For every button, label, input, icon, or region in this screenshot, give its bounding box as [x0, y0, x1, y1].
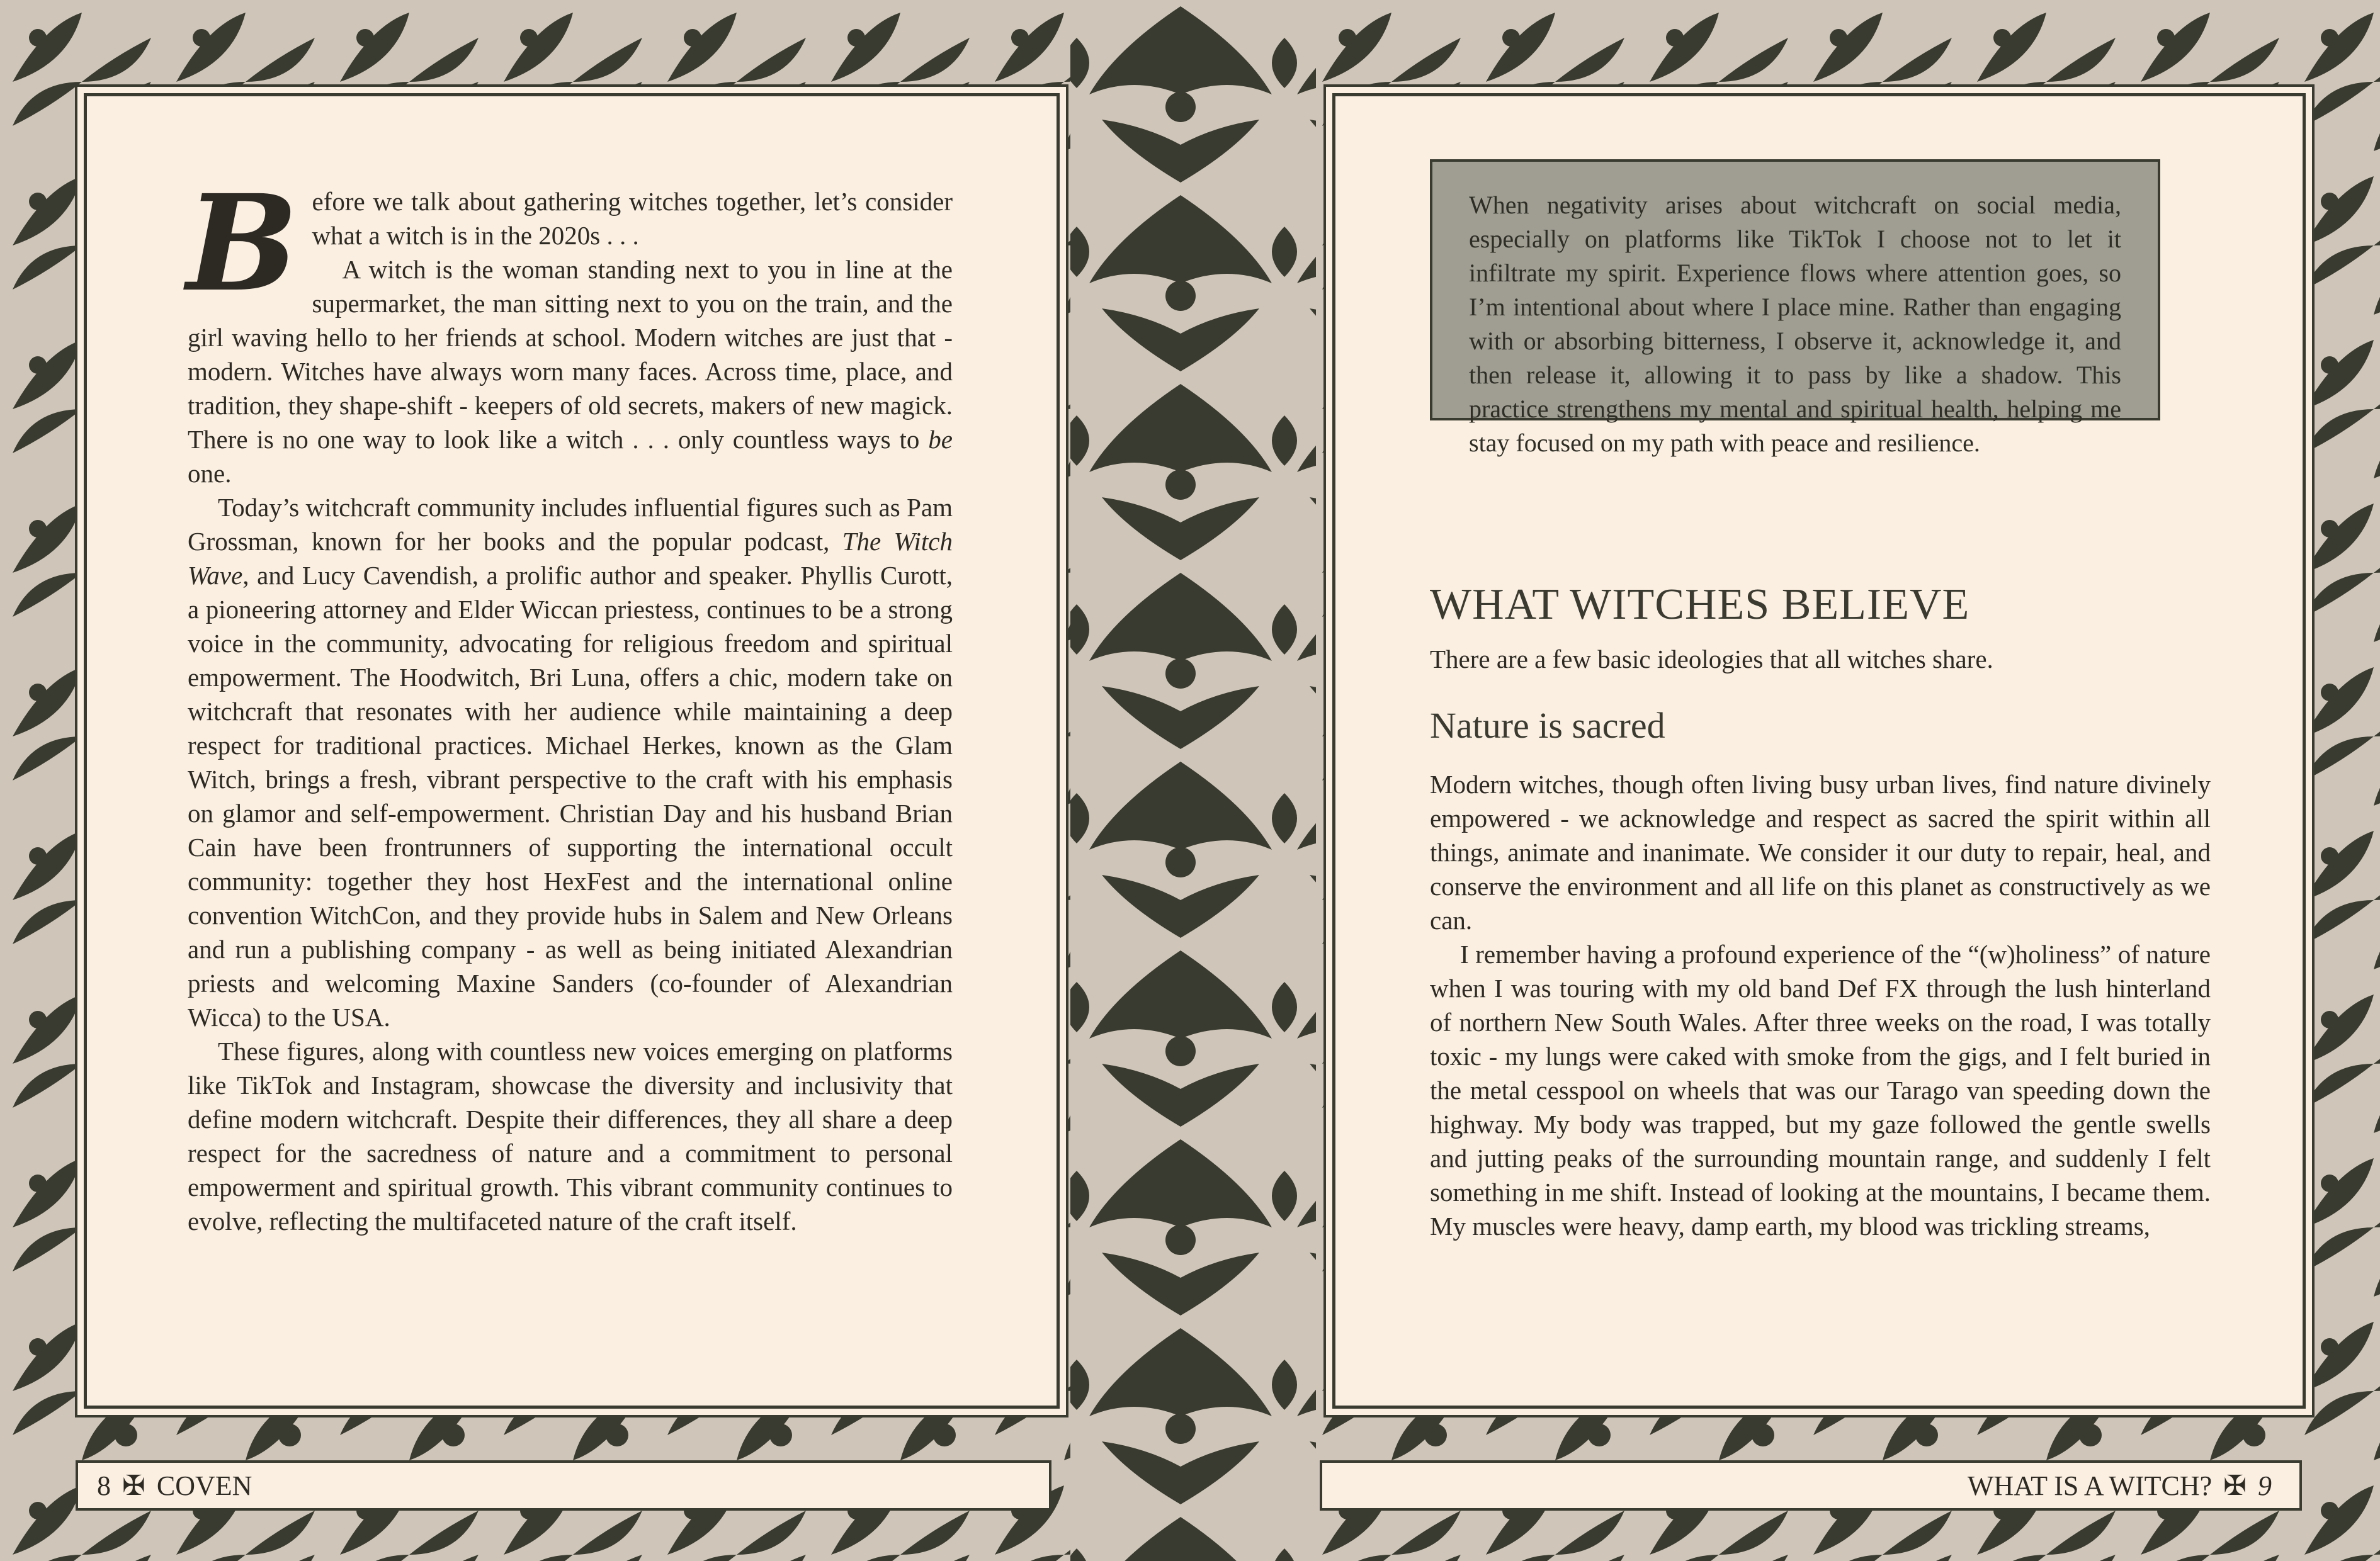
right-page	[1332, 93, 2306, 1409]
left-page	[84, 93, 1060, 1409]
running-head: WHAT IS A WITCH?	[1967, 1470, 2213, 1501]
page-number: 9	[2258, 1470, 2272, 1501]
paragraph	[186, 166, 953, 321]
emphasis-text: be	[928, 425, 953, 454]
sidebar-callout: When negativity arises about witchcraft on social media, especially on platforms like TikTok I choose not to let it infiltrate my spirit. Experience flows where attention goes, so I’m intentional about where I place mine. Rather than engaging with or absorbing bitterness, I observe it, acknowledge it, and then release it, allowing it to pass by like a shadow. This practice strengthens my mental and spiritual health, helping me stay focused on my path with peace and resilience.	[1430, 159, 2160, 420]
right-footer	[1320, 1460, 2302, 1511]
left-footer	[76, 1460, 1051, 1511]
left-page-body	[186, 166, 953, 1238]
paragraph: Modern witches, though often living busy urban lives, find nature divinely empowered - we acknowledge and respect as sacred the spirit within all things, animate and inanimate. We consider it our duty to repair, heal, and conserve the environment and all life on this planet as constructively as we can.	[1430, 770, 2211, 935]
paragraph-text: efore we talk about gathering witches together, let’s consider what a witch is in the 2020s . . .	[312, 187, 953, 250]
section-heading: WHAT WITCHES BELIEVE	[1430, 580, 1970, 629]
section-intro: There are a few basic ideologies that all witches share.	[1430, 645, 1993, 673]
running-head: COVEN	[156, 1470, 252, 1501]
paragraph: I remember having a profound experience of the “(w)holiness” of nature when I was touring with my old band Def FX through the lush hinterland of northern New South Wales. After three weeks on the road, I was totally toxic - my lungs were caked with smoke from the gigs, and I felt buried in the metal cesspool on wheels that was our Tarago van speeding down the highway. My body was trapped, but my gaze followed the gentle swells and jutting peaks of the surrounding mountain range, and suddenly I felt something in me shift. Instead of looking at the mountains, I became them. My muscles were heavy, damp earth, my blood was trickling streams,	[1430, 940, 2211, 1241]
maltese-cross-icon: ✠	[122, 1470, 145, 1501]
paragraph: These figures, along with countless new voices emerging on platforms like TikTok and Instagram, showcase the diversity and inclusivity that define modern witchcraft. Despite their differences, they all share a deep respect for the sacredness of nature and a commitment to personal empowerment and spiritual growth. This vibrant community continues to evolve, reflecting the multifaceted nature of the craft itself.	[188, 1037, 953, 1236]
drop-cap: B	[186, 166, 298, 321]
paragraph	[188, 252, 953, 490]
right-page-body	[1430, 767, 2211, 1243]
book-title-text: The Witch Wave	[188, 527, 953, 590]
paragraph-text: , and Lucy Cavendish, a prolific author and speaker. Phyllis Curott, a pioneering attorney and Elder Wiccan priestess, continues to be a strong voice in the community, advocating for religious freedom and spiritual empowerment. The Hoodwitch, Bri Luna, offers a chic, modern take on witchcraft that resonates with her audience while maintaining a deep respect for traditional practices. Michael Herkes, known as the Glam Witch, brings a fresh, vibrant perspective to the craft with his emphasis on glamor and self-empowerment. Christian Day and his husband Brian Cain have been frontrunners of supporting the international occult community: together they host HexFest and the international online convention WitchCon, and they provide hubs in Salem and New Orleans and run a publishing company - as well as being initiated Alexandrian priests and welcoming Maxine Sanders (co-founder of Alexandrian Wicca) to the USA.	[188, 561, 953, 1032]
maltese-cross-icon: ✠	[2223, 1470, 2247, 1501]
paragraph	[188, 490, 953, 1034]
paragraph-text: one.	[188, 459, 232, 488]
paragraph-text: Today’s witchcraft community includes influential figures such as Pam Grossman, known for her books and the popular podcast,	[188, 493, 953, 556]
paragraph-text: A witch is the woman standing next to you in line at the supermarket, the man sitting next to you on the train, and the girl waving hello to her friends at school. Modern witches are just that - modern. Witches have always worn many faces. Across time, place, and tradition, they shape-shift - keepers of old secrets, makers of new magick. There is no one way to look like a witch . . . only countless ways to	[188, 255, 953, 454]
page-number: 8	[97, 1470, 111, 1501]
subheading: Nature is sacred	[1430, 705, 1665, 746]
